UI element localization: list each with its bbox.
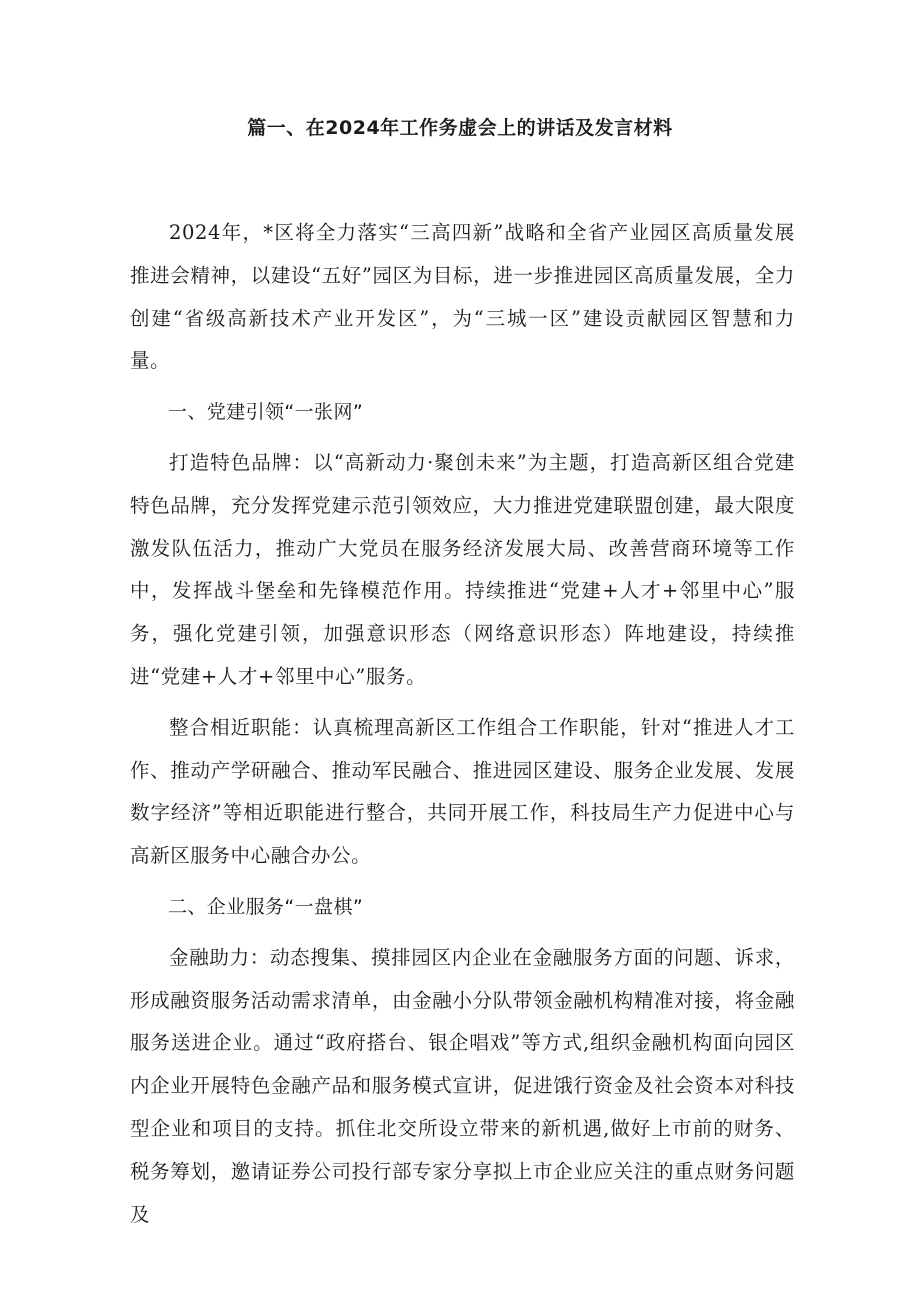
section-heading-enterprise-service: 二、企业服务“一盘棋” [168,895,364,918]
document-body [130,212,795,1244]
section-heading-party-building: 一、党建引领“一张网” [168,401,364,424]
document-title: 篇一、在2024年工作务虚会上的讲话及发言材料 [247,117,673,139]
intro-paragraph: 2024年，*区将全力落实“三高四新”战略和全省产业园区高质量发展推进会精神，以建设“五好”园区为目标，进一步推进园区高质量发展，全力创建“省级高新技术产业开发区”，为“三城一区”建设贡献园区智慧和力量。 [130,221,795,373]
paragraph-brand-building: 打造特色品牌：以“高新动力·聚创未来”为主题，打造高新区组合党建特色品牌，充分发挥党建示范引领效应，大力推进党建联盟创建，最大限度激发队伍活力，推动广大党员在服务经济发展大局、改善营商环境等工作中，发挥战斗堡垒和先锋模范作用。持续推进“党建+人才+邻里中心”服务，强化党建引领，加强意识形态（网络意识形态）阵地建设，持续推进“党建+人才+邻里中心”服务。 [130,450,795,688]
paragraph-financial-support: 金融助力：动态搜集、摸排园区内企业在金融服务方面的问题、诉求，形成融资服务活动需求清单，由金融小分队带领金融机构精准对接，将金融服务送进企业。通过“政府搭台、银企唱戏”等方式,组织金融机构面向园区内企业开展特色金融产品和服务模式宣讲，促进饿行资金及社会资本对科技型企业和项目的支持。抓住北交所设立带来的新机遇,做好上市前的财务、税务筹划，邀请证券公司投行部专家分享拟上市企业应关注的重点财务问题及 [130,945,795,1226]
paragraph-function-integration: 整合相近职能：认真梳理高新区工作组合工作职能，针对“推进人才工作、推动产学研融合、推动军民融合、推进园区建设、服务企业发展、发展数字经济”等相近职能进行整合，共同开展工作，科技局生产力促进中心与高新区服务中心融合办公。 [130,715,795,868]
